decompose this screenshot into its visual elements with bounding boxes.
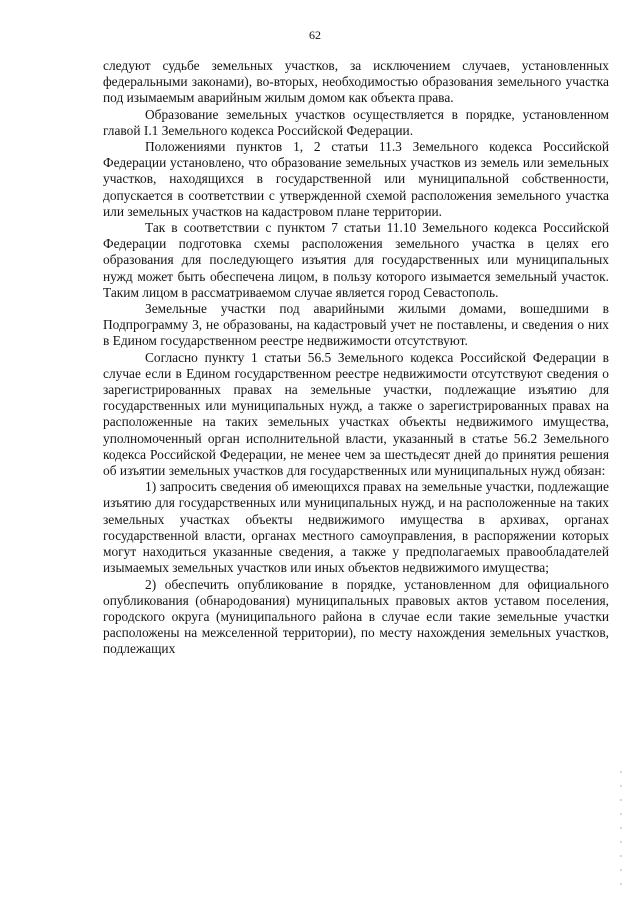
paragraph-formation-order: Образование земельных участков осуществляется в порядке, установленном главой I.1 Земельного кодекса Российской Федерации. [103,106,609,138]
scan-edge-marks [620,771,622,891]
list-item-2: 2) обеспечить опубликование в порядке, установленном для официального опубликования (обнародования) муниципальных правовых актов уставом поселения, городского округа (муниципального района в случае если такие земельные участки расположены на межселенной территории), по месту нахождения земельных участков, подлежащих [103,576,609,657]
document-body [103,58,609,658]
paragraph-article-11-10: Так в соответствии с пунктом 7 статьи 11.10 Земельного кодекса Российской Федерации подготовка схемы расположения земельного участка в целях его образования для последующего изъятия для государственных или муниципальных нужд может быть обеспечена лицом, в пользу которого изымается земельный участок. Таким лицом в рассматриваемом случае является город Севастополь. [103,220,609,300]
list-item-1: 1) запросить сведения об имеющихся правах на земельные участки, подлежащие изъятию для государственных или муниципальных нужд, и на расположенные на таких земельных участках объекты недвижимого имущества в архивах, органах государственной власти, органах местного самоуправления, в распоряжении которых могут находиться указанные сведения, а также у предполагаемых правообладателей изымаемых земельных участков или иных объектов недвижимого имущества; [103,479,609,576]
page-number: 62 [309,28,321,42]
paragraph-article-56-5: Согласно пункту 1 статьи 56.5 Земельного кодекса Российской Федерации в случае если в Едином государственном реестре недвижимости отсутствуют сведения о зарегистрированных правах на земельные участки, подлежащие изъятию для государственных или муниципальных нужд, а также о зарегистрированных правах на расположенные на таких земельных участках объекты недвижимого имущества, уполномоченный орган исполнительной власти, указанный в статье 56.2 Земельного кодекса Российской Федерации, не менее чем за шестьдесят дней до принятия решения об изъятии земельных участков для государственных или муниципальных нужд обязан: [103,349,609,479]
paragraph-continuation: следуют судьбе земельных участков, за исключением случаев, установленных федеральными законами), во-вторых, необходимостью образования земельного участка под изымаемым аварийным жилым домом как объекта права. [103,58,609,106]
paragraph-article-11-3: Положениями пунктов 1, 2 статьи 11.3 Земельного кодекса Российской Федерации установлено, что образование земельных участков из земель или земельных участков, находящихся в государственной или муниципальной собственности, допускается в соответствии с утвержденной схемой расположения земельного участка или земельных участков на кадастровом плане территории. [103,139,609,219]
paragraph-emergency-plots: Земельные участки под аварийными жилыми домами, вошедшими в Подпрограмму 3, не образованы, на кадастровый учет не поставлены, и сведения о них в Едином государственном реестре недвижимости отсутствуют. [103,301,609,349]
